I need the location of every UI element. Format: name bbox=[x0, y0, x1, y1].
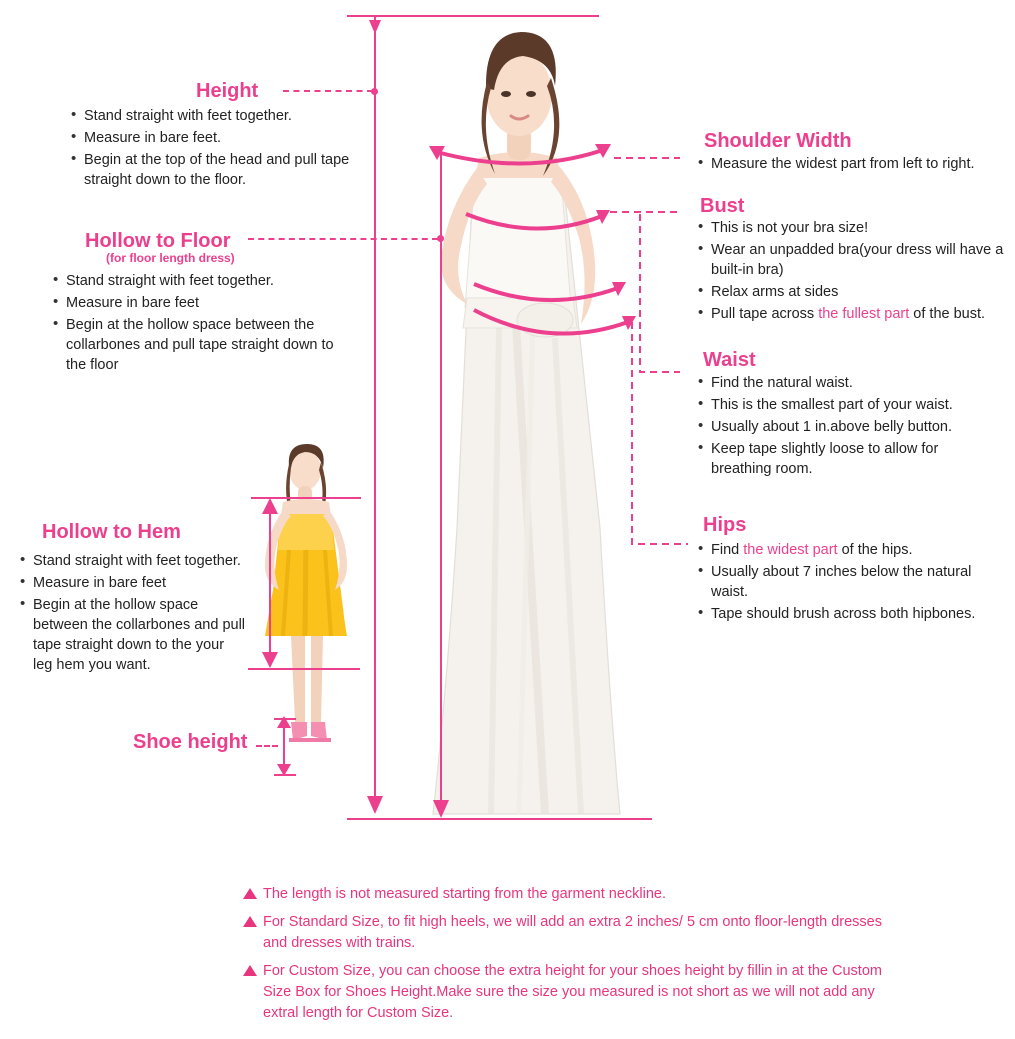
height-label-connector bbox=[283, 90, 373, 92]
hollow-to-floor-bullet-1: • Stand straight with feet together. bbox=[66, 271, 338, 291]
warning-triangle-icon bbox=[243, 965, 257, 976]
hips-bullet-3: • Tape should brush across both hipbones. bbox=[711, 604, 1003, 624]
bust-bullet-4-highlight: the fullest part bbox=[818, 306, 910, 322]
hollow-to-floor-label-connector bbox=[248, 238, 438, 240]
warning-triangle-icon bbox=[243, 888, 257, 899]
bust-bullet-2: • Wear an unpadded bra(your dress will have a built-in bra) bbox=[711, 240, 1015, 280]
hollow-to-floor-subheading: (for floor length dress) bbox=[106, 251, 235, 265]
shoulder-width-line bbox=[425, 138, 620, 172]
hollow-to-floor-anchor-dot bbox=[437, 235, 444, 242]
hollow-to-floor-bottom-arrow bbox=[428, 790, 454, 820]
hips-connector bbox=[616, 318, 696, 550]
waist-bullets bbox=[693, 371, 993, 481]
waist-heading: Waist bbox=[703, 349, 756, 371]
waist-bullet-2: • This is the smallest part of your waist. bbox=[711, 395, 993, 415]
height-bullet-2: • Measure in bare feet. bbox=[84, 128, 366, 148]
footer-note-3-text: For Custom Size, you can choose the extra height for your shoes height by fillin in at the Custom Size Box for Shoes Height.Make sure the size you measured is not short as we will not add any extral length for Custom Size. bbox=[263, 963, 882, 1022]
footer-note-3 bbox=[243, 961, 883, 1024]
shoulder-width-bullets bbox=[693, 152, 1013, 176]
shoe-height-heading: Shoe height bbox=[133, 731, 248, 753]
shoulder-width-heading: Shoulder Width bbox=[704, 130, 852, 152]
height-heading: Height bbox=[196, 80, 259, 102]
hollow-to-hem-arrow bbox=[258, 498, 282, 670]
hips-bullet-2: • Usually about 7 inches below the natural waist. bbox=[711, 562, 1003, 602]
height-measurement-line bbox=[345, 4, 615, 34]
bust-line bbox=[460, 208, 610, 242]
shoulder-width-bullet-1: • Measure the widest part from left to right. bbox=[711, 154, 1013, 174]
footer-note-2 bbox=[243, 912, 883, 954]
height-vertical-line bbox=[374, 16, 376, 806]
height-bullet-1: • Stand straight with feet together. bbox=[84, 106, 366, 126]
hips-bullet-1-highlight: the widest part bbox=[743, 542, 838, 558]
hollow-to-floor-vertical-line bbox=[440, 150, 442, 810]
hips-bullets bbox=[693, 538, 1003, 626]
hollow-to-floor-bullets bbox=[48, 269, 338, 377]
bust-bullet-3: • Relax arms at sides bbox=[711, 282, 1015, 302]
height-bullets bbox=[66, 104, 366, 192]
hips-bullet-1-suffix: of the hips. bbox=[837, 542, 913, 558]
bust-heading: Bust bbox=[700, 195, 745, 217]
hips-bullet-1 bbox=[711, 540, 1003, 560]
waist-bullet-3: • Usually about 1 in.above belly button. bbox=[711, 417, 993, 437]
hips-heading: Hips bbox=[703, 514, 747, 536]
shoe-height-measure bbox=[270, 716, 300, 778]
footer-notes bbox=[243, 884, 883, 1031]
hollow-to-hem-bullets bbox=[15, 549, 245, 677]
height-bullet-3: • Begin at the top of the head and pull tape straight down to the floor. bbox=[84, 150, 366, 190]
hollow-to-floor-bullet-3: • Begin at the hollow space between the collarbones and pull tape straight down to the floor bbox=[66, 315, 338, 375]
shoe-height-label-connector bbox=[256, 745, 278, 747]
hollow-to-hem-heading: Hollow to Hem bbox=[42, 521, 181, 543]
height-bottom-arrow bbox=[362, 786, 388, 816]
hips-bullet-1-prefix: Find bbox=[711, 542, 744, 558]
footer-note-2-text: For Standard Size, to fit high heels, we will add an extra 2 inches/ 5 cm onto floor-length dresses and dresses with trains. bbox=[263, 914, 882, 952]
waist-bullet-4: • Keep tape slightly loose to allow for breathing room. bbox=[711, 439, 993, 479]
bust-bullet-1: • This is not your bra size! bbox=[711, 218, 1015, 238]
waist-bullet-1: • Find the natural waist. bbox=[711, 373, 993, 393]
floor-baseline bbox=[347, 818, 652, 820]
footer-note-1 bbox=[243, 884, 883, 905]
hollow-to-floor-heading: Hollow to Floor bbox=[85, 230, 231, 252]
bust-bullets bbox=[693, 216, 1015, 326]
hollow-to-floor-bullet-2: • Measure in bare feet bbox=[66, 293, 338, 313]
bust-bullet-4-prefix: Pull tape across bbox=[711, 306, 819, 322]
hollow-to-hem-bullet-1: • Stand straight with feet together. bbox=[33, 551, 245, 571]
bust-bullet-4-suffix: of the bust. bbox=[909, 306, 986, 322]
footer-note-1-text: The length is not measured starting from the garment neckline. bbox=[263, 886, 666, 902]
hollow-to-hem-bullet-2: • Measure in bare feet bbox=[33, 573, 245, 593]
bust-bullet-4 bbox=[711, 304, 1015, 324]
hollow-to-hem-bullet-3: • Begin at the hollow space between the collarbones and pull tape straight down to the your leg hem you want. bbox=[33, 595, 245, 675]
warning-triangle-icon bbox=[243, 916, 257, 927]
